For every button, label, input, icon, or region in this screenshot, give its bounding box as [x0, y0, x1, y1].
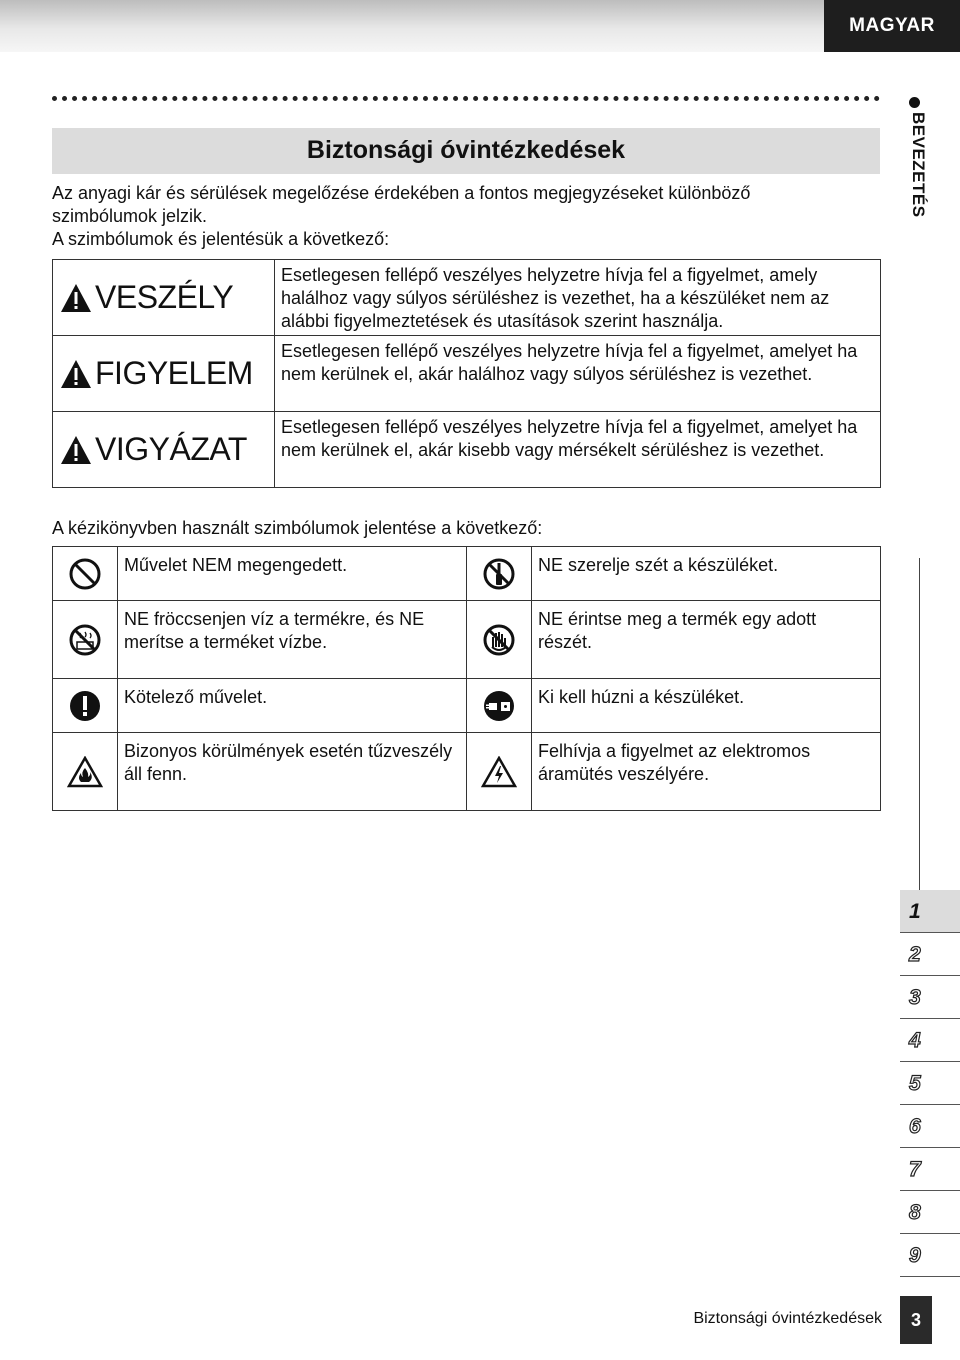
chapter-tab-4[interactable]: [900, 1019, 960, 1062]
chapter-number: 5: [909, 1072, 921, 1095]
symbol-icon-cell: [467, 547, 532, 601]
symbols-table: [52, 546, 881, 811]
page-number: 3: [900, 1296, 932, 1344]
chapter-number: 8: [909, 1201, 921, 1224]
mandatory-action-icon: [68, 689, 102, 723]
intro-line: A szimbólumok és jelentésük a következő:: [52, 229, 390, 249]
unplug-icon: [482, 689, 516, 723]
symbol-text: Bizonyos körülmények esetén tűzveszély áll fenn.: [118, 733, 467, 811]
chapter-tab-7[interactable]: [900, 1148, 960, 1191]
no-water-icon: [68, 623, 102, 657]
hazard-row-caution: [53, 412, 881, 488]
chapter-tab-6[interactable]: [900, 1105, 960, 1148]
page-title: Biztonsági óvintézkedések: [306, 136, 626, 164]
footer-title: Biztonsági óvintézkedések: [693, 1310, 882, 1327]
bullet-icon: [909, 97, 920, 108]
hazard-description: Esetlegesen fellépő veszélyes helyzetre hívja fel a figyelmet, amely halálhoz vagy súlyos sérüléshez is vezethet, ha a készüléket nem az alábbi figyelmeztetések és utasítások szerint használja.: [275, 260, 881, 336]
symbol-icon-cell: [53, 547, 118, 601]
chapter-number: 1: [909, 900, 921, 923]
hazard-level-label: VIGYÁZAT: [95, 431, 247, 467]
symbol-icon-cell: [467, 601, 532, 679]
chapter-tab-2[interactable]: [900, 933, 960, 976]
chapter-tab-5[interactable]: [900, 1062, 960, 1105]
prohibited-icon: [68, 557, 102, 591]
symbol-text: NE érintse meg a termék egy adott részét.: [532, 601, 881, 679]
chapter-rule: [919, 558, 920, 890]
hazard-level-cell: [53, 260, 275, 336]
symbol-icon-cell: [53, 733, 118, 811]
symbol-text: NE szerelje szét a készüléket.: [532, 547, 881, 601]
chapter-tab-8[interactable]: [900, 1191, 960, 1234]
hazard-level-label: FIGYELEM: [95, 355, 253, 391]
symbols-row: [53, 679, 881, 733]
warning-triangle-icon: [59, 358, 93, 390]
symbol-icon-cell: [53, 601, 118, 679]
chapter-index: [900, 890, 960, 1277]
dotted-divider: [52, 96, 880, 101]
electric-shock-icon: [481, 756, 517, 788]
chapter-number: 4: [909, 1029, 921, 1052]
hazard-row-warning: [53, 336, 881, 412]
warning-triangle-icon: [59, 434, 93, 466]
chapter-number: 2: [909, 943, 921, 966]
symbol-text: Felhívja a figyelmet az elektromos áramütés veszélyére.: [532, 733, 881, 811]
chapter-number: 7: [909, 1158, 921, 1181]
no-disassembly-icon: [482, 557, 516, 591]
symbols-row: [53, 547, 881, 601]
symbols-row: [53, 733, 881, 811]
symbol-icon-cell: [53, 679, 118, 733]
hazard-level-cell: [53, 336, 275, 412]
no-touch-icon: [482, 623, 516, 657]
symbols-caption: A kézikönyvben használt szimbólumok jelentése a következő:: [52, 518, 543, 538]
chapter-number: 6: [909, 1115, 921, 1138]
hazard-level-label: VESZÉLY: [95, 279, 234, 315]
symbol-text: NE fröccsenjen víz a termékre, és NE merítse a terméket vízbe.: [118, 601, 467, 679]
language-tab: MAGYAR: [824, 0, 960, 52]
symbol-text: Kötelező művelet.: [118, 679, 467, 733]
intro-text: [52, 182, 882, 251]
title-bar: [52, 128, 880, 174]
symbol-text: Ki kell húzni a készüléket.: [532, 679, 881, 733]
symbol-text: Művelet NEM megengedett.: [118, 547, 467, 601]
hazard-level-cell: [53, 412, 275, 488]
intro-line: szimbólumok jelzik.: [52, 206, 208, 226]
symbol-icon-cell: [467, 733, 532, 811]
hazard-description: Esetlegesen fellépő veszélyes helyzetre hívja fel a figyelmet, amelyet ha nem kerülnek el, akár kisebb vagy mérsékelt sérüléshez is vezethet.: [275, 412, 881, 488]
section-label: BEVEZETÉS: [909, 112, 928, 218]
header-bar: [0, 0, 960, 52]
warning-triangle-icon: [59, 282, 93, 314]
chapter-tab-3[interactable]: [900, 976, 960, 1019]
fire-hazard-icon: [67, 756, 103, 788]
chapter-number: 9: [909, 1244, 921, 1267]
hazard-row-danger: [53, 260, 881, 336]
chapter-tab-9[interactable]: [900, 1234, 960, 1277]
chapter-number: 3: [909, 986, 921, 1009]
symbols-row: [53, 601, 881, 679]
symbol-icon-cell: [467, 679, 532, 733]
chapter-tab-1[interactable]: [900, 890, 960, 933]
hazard-description: Esetlegesen fellépő veszélyes helyzetre hívja fel a figyelmet, amelyet ha nem kerülnek el, akár halálhoz vagy súlyos sérüléshez is vezethet.: [275, 336, 881, 412]
hazard-levels-table: [52, 259, 881, 488]
intro-line: Az anyagi kár és sérülések megelőzése érdekében a fontos megjegyzéseket különböző: [52, 183, 751, 203]
